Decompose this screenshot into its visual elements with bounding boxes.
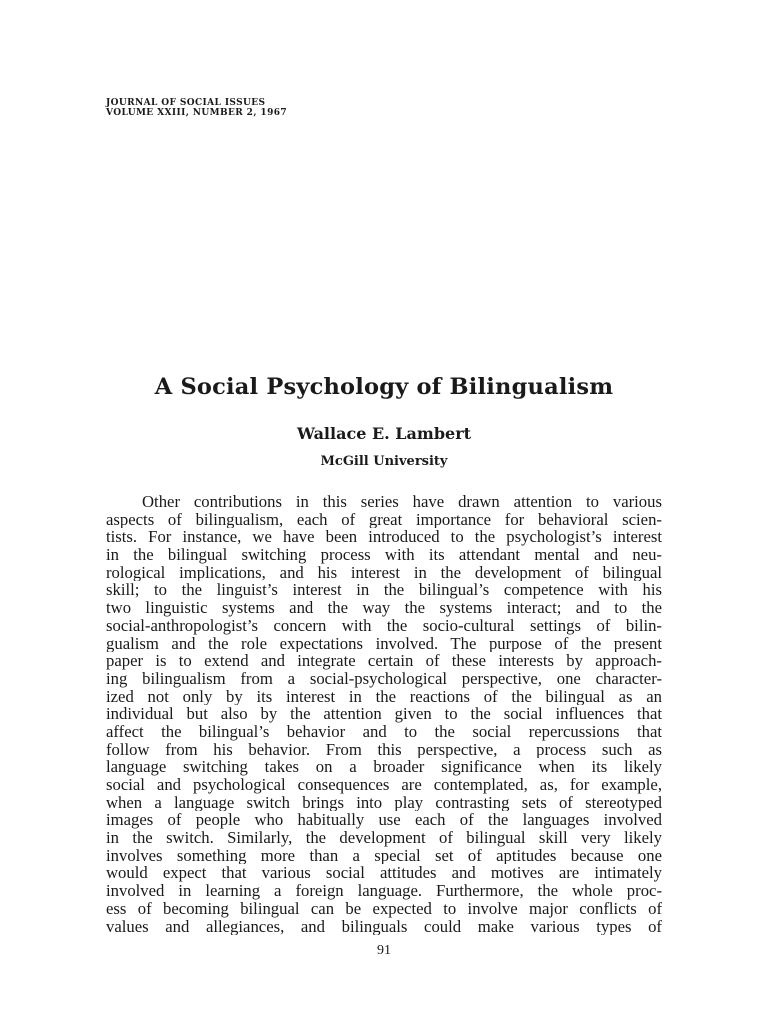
- text-line: social-anthropologist’s concern with the socio-cultural settings of bilin-: [106, 616, 662, 635]
- text-line: would expect that various social attitudes and motives are intimately: [106, 864, 662, 883]
- journal-volume: VOLUME XXIII, NUMBER 2, 1967: [106, 108, 288, 118]
- text-line: paper is to extend and integrate certain of these interests by approach-: [106, 652, 662, 670]
- journal-name: JOURNAL OF SOCIAL ISSUES: [106, 98, 266, 108]
- text-line: ized not only by its interest in the reactions of the bilingual as an: [106, 687, 662, 706]
- text-line: skill; to the linguist’s interest in the bilingual’s competence with his: [106, 581, 662, 600]
- text-line: individual but also by the attention given to the social influences that: [106, 705, 662, 723]
- author-affiliation: McGill University: [320, 454, 448, 469]
- text-line: two linguistic systems and the way the systems interact; and to the: [106, 599, 662, 617]
- text-line: affect the bilingual’s behavior and to the social repercussions that: [106, 722, 662, 741]
- text-line: gualism and the role expectations involved. The purpose of the present: [106, 634, 662, 653]
- journal-header: [106, 98, 287, 118]
- text-line: ing bilingualism from a social-psychological perspective, one character-: [106, 669, 662, 688]
- text-line: Other contributions in this series have drawn attention to various: [142, 493, 662, 511]
- text-line: in the switch. Similarly, the development of bilingual skill very likely: [106, 829, 662, 847]
- text-line: when a language switch brings into play contrasting sets of stereotyped: [106, 793, 662, 812]
- text-line: involves something more than a special set of aptitudes because one: [106, 846, 662, 865]
- text-line: ess of becoming bilingual can be expected to involve major conflicts of: [106, 899, 662, 918]
- page-number: 91: [377, 943, 391, 958]
- text-line: images of people who habitually use each of the languages involved: [106, 811, 662, 830]
- text-line: in the bilingual switching process with its attendant mental and neu-: [106, 546, 662, 564]
- body-paragraph: [106, 493, 662, 935]
- text-line: language switching takes on a broader significance when its likely: [106, 758, 662, 776]
- text-line: tists. For instance, we have been introduced to the psychologist’s interest: [106, 528, 662, 547]
- text-line: aspects of bilingualism, each of great importance for behavioral scien-: [106, 510, 662, 529]
- article-title: A Social Psychology of Bilingualism: [154, 374, 614, 400]
- author-name: Wallace E. Lambert: [296, 424, 472, 443]
- text-line: rological implications, and his interest in the development of bilingual: [106, 563, 662, 582]
- text-line: follow from his behavior. From this perspective, a process such as: [106, 740, 662, 759]
- text-line: social and psychological consequences are contemplated, as, for example,: [106, 776, 662, 794]
- text-line: values and allegiances, and bilinguals could make various types of: [106, 917, 662, 936]
- text-line: involved in learning a foreign language. Furthermore, the whole proc-: [106, 882, 662, 900]
